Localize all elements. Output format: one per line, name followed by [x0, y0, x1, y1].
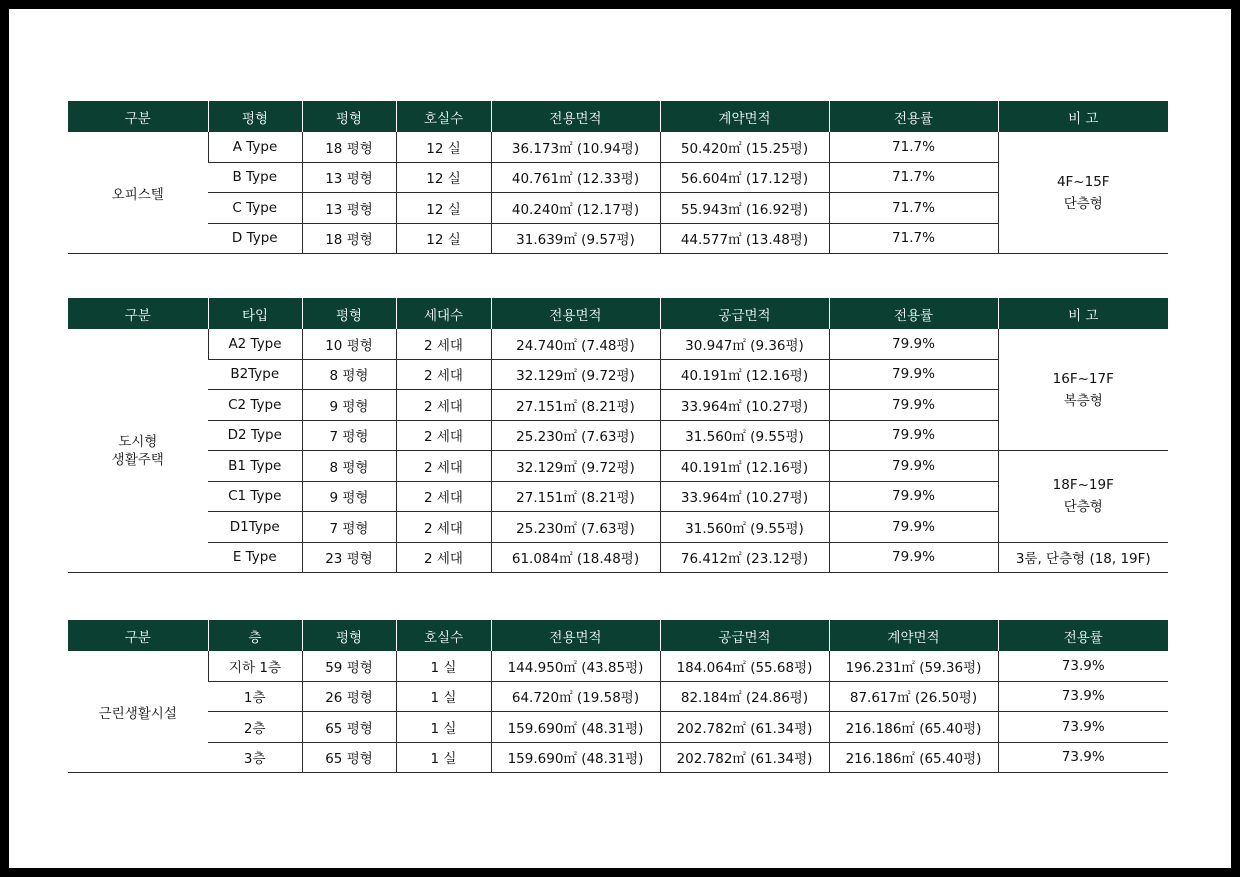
size-cell: 9 평형 [302, 390, 396, 421]
type-cell: D1Type [208, 512, 302, 543]
header-note: 비 고 [998, 298, 1168, 329]
count-cell: 1 실 [396, 681, 491, 712]
type-cell: D2 Type [208, 420, 302, 451]
supply-area-cell: 202.782㎡ (61.34평) [660, 742, 829, 773]
ratio-cell: 71.7% [829, 132, 998, 162]
table-row [68, 132, 1168, 162]
header-unit-count: 호실수 [396, 101, 491, 132]
ratio-cell: 79.9% [829, 420, 998, 451]
exclusive-area-cell: 25.230㎡ (7.63평) [491, 512, 660, 543]
exclusive-area-cell: 159.690㎡ (48.31평) [491, 712, 660, 743]
note-line: 18F~19F [1052, 477, 1114, 494]
header-household-count: 세대수 [396, 298, 491, 329]
exclusive-area-cell: 64.720㎡ (19.58평) [491, 681, 660, 712]
floor-cell: 1층 [208, 681, 302, 712]
header-size: 평형 [302, 298, 396, 329]
contract-area-cell: 56.604㎡ (17.12평) [660, 162, 829, 193]
supply-area-cell: 30.947㎡ (9.36평) [660, 329, 829, 359]
document-page [9, 9, 1231, 868]
count-cell: 1 실 [396, 712, 491, 743]
header-category: 구분 [68, 101, 208, 132]
header-category: 구분 [68, 620, 208, 651]
supply-area-cell: 31.560㎡ (9.55평) [660, 512, 829, 543]
type-cell: B Type [208, 162, 302, 193]
exclusive-area-cell: 159.690㎡ (48.31평) [491, 742, 660, 773]
supply-area-cell: 33.964㎡ (10.27평) [660, 481, 829, 512]
size-cell: 59 평형 [302, 651, 396, 681]
supply-area-cell: 40.191㎡ (12.16평) [660, 451, 829, 482]
header-exclusive-area: 전용면적 [491, 101, 660, 132]
table-header-row [68, 101, 1168, 132]
size-cell: 8 평형 [302, 359, 396, 390]
size-cell: 9 평형 [302, 481, 396, 512]
header-size: 평형 [302, 101, 396, 132]
floor-cell: 3층 [208, 742, 302, 773]
note-cell [998, 132, 1168, 254]
count-cell: 2 세대 [396, 512, 491, 543]
type-cell: E Type [208, 542, 302, 573]
ratio-cell: 79.9% [829, 451, 998, 482]
table-row [68, 742, 1168, 773]
size-cell: 18 평형 [302, 223, 396, 254]
count-cell: 2 세대 [396, 481, 491, 512]
count-cell: 12 실 [396, 193, 491, 224]
contract-area-cell: 44.577㎡ (13.48평) [660, 223, 829, 254]
size-cell: 23 평형 [302, 542, 396, 573]
ratio-cell: 73.9% [998, 681, 1168, 712]
supply-area-cell: 184.064㎡ (55.68평) [660, 651, 829, 681]
exclusive-area-cell: 24.740㎡ (7.48평) [491, 329, 660, 359]
contract-area-cell: 216.186㎡ (65.40평) [829, 742, 998, 773]
ratio-cell: 79.9% [829, 512, 998, 543]
type-cell: A2 Type [208, 329, 302, 359]
exclusive-area-cell: 32.129㎡ (9.72평) [491, 359, 660, 390]
header-contract-area: 계약면적 [660, 101, 829, 132]
exclusive-area-cell: 40.761㎡ (12.33평) [491, 162, 660, 193]
ratio-cell: 73.9% [998, 742, 1168, 773]
header-exclusive-area: 전용면적 [491, 298, 660, 329]
table-row [68, 651, 1168, 681]
supply-area-cell: 33.964㎡ (10.27평) [660, 390, 829, 421]
contract-area-cell: 87.617㎡ (26.50평) [829, 681, 998, 712]
note-cell [998, 329, 1168, 451]
table-header-row [68, 298, 1168, 329]
count-cell: 2 세대 [396, 390, 491, 421]
size-cell: 65 평형 [302, 742, 396, 773]
size-cell: 26 평형 [302, 681, 396, 712]
floor-cell: 2층 [208, 712, 302, 743]
header-exclusive-area: 전용면적 [491, 620, 660, 651]
size-cell: 18 평형 [302, 132, 396, 162]
category-line: 생활주택 [111, 451, 164, 468]
table-row [68, 712, 1168, 743]
header-type: 타입 [208, 298, 302, 329]
supply-area-cell: 76.412㎡ (23.12평) [660, 542, 829, 573]
type-cell: C Type [208, 193, 302, 224]
type-cell: A Type [208, 132, 302, 162]
count-cell: 2 세대 [396, 420, 491, 451]
exclusive-area-cell: 27.151㎡ (8.21평) [491, 481, 660, 512]
category-line: 도시형 [118, 433, 158, 450]
supply-area-cell: 82.184㎡ (24.86평) [660, 681, 829, 712]
type-cell: C1 Type [208, 481, 302, 512]
count-cell: 2 세대 [396, 451, 491, 482]
category-cell: 오피스텔 [68, 132, 208, 254]
ratio-cell: 73.9% [998, 651, 1168, 681]
officetel-table [68, 101, 1168, 254]
size-cell: 10 평형 [302, 329, 396, 359]
size-cell: 7 평형 [302, 512, 396, 543]
ratio-cell: 79.9% [829, 481, 998, 512]
type-cell: C2 Type [208, 390, 302, 421]
ratio-cell: 73.9% [998, 712, 1168, 743]
supply-area-cell: 31.560㎡ (9.55평) [660, 420, 829, 451]
count-cell: 12 실 [396, 162, 491, 193]
header-size: 평형 [302, 620, 396, 651]
table-row [68, 451, 1168, 482]
header-supply-area: 공급면적 [660, 298, 829, 329]
contract-area-cell: 196.231㎡ (59.36평) [829, 651, 998, 681]
count-cell: 2 세대 [396, 329, 491, 359]
header-unit-count: 호실수 [396, 620, 491, 651]
header-ratio: 전용률 [998, 620, 1168, 651]
note-line: 복층형 [1063, 392, 1103, 409]
header-ratio: 전용률 [829, 298, 998, 329]
size-cell: 13 평형 [302, 193, 396, 224]
exclusive-area-cell: 27.151㎡ (8.21평) [491, 390, 660, 421]
exclusive-area-cell: 32.129㎡ (9.72평) [491, 451, 660, 482]
header-category: 구분 [68, 298, 208, 329]
exclusive-area-cell: 25.230㎡ (7.63평) [491, 420, 660, 451]
header-floor: 층 [208, 620, 302, 651]
table-row [68, 542, 1168, 573]
ratio-cell: 79.9% [829, 390, 998, 421]
exclusive-area-cell: 61.084㎡ (18.48평) [491, 542, 660, 573]
category-cell: 근린생활시설 [68, 651, 208, 773]
exclusive-area-cell: 36.173㎡ (10.94평) [491, 132, 660, 162]
ratio-cell: 71.7% [829, 193, 998, 224]
exclusive-area-cell: 144.950㎡ (43.85평) [491, 651, 660, 681]
ratio-cell: 71.7% [829, 162, 998, 193]
type-cell: D Type [208, 223, 302, 254]
exclusive-area-cell: 31.639㎡ (9.57평) [491, 223, 660, 254]
count-cell: 1 실 [396, 651, 491, 681]
table-row [68, 329, 1168, 359]
count-cell: 12 실 [396, 132, 491, 162]
size-cell: 8 평형 [302, 451, 396, 482]
supply-area-cell: 202.782㎡ (61.34평) [660, 712, 829, 743]
note-cell: 3룸, 단층형 (18, 19F) [998, 542, 1168, 573]
type-cell: B2Type [208, 359, 302, 390]
count-cell: 1 실 [396, 742, 491, 773]
contract-area-cell: 55.943㎡ (16.92평) [660, 193, 829, 224]
category-cell [68, 329, 208, 573]
header-type: 평형 [208, 101, 302, 132]
header-ratio: 전용률 [829, 101, 998, 132]
contract-area-cell: 50.420㎡ (15.25평) [660, 132, 829, 162]
type-cell: B1 Type [208, 451, 302, 482]
note-line: 16F~17F [1052, 370, 1114, 387]
note-line: 단층형 [1063, 499, 1103, 516]
count-cell: 2 세대 [396, 542, 491, 573]
table-header-row [68, 620, 1168, 651]
size-cell: 7 평형 [302, 420, 396, 451]
count-cell: 12 실 [396, 223, 491, 254]
floor-cell: 지하 1층 [208, 651, 302, 681]
exclusive-area-cell: 40.240㎡ (12.17평) [491, 193, 660, 224]
note-line: 4F~15F [1056, 173, 1110, 190]
header-note: 비 고 [998, 101, 1168, 132]
ratio-cell: 71.7% [829, 223, 998, 254]
header-supply-area: 공급면적 [660, 620, 829, 651]
note-line: 단층형 [1063, 195, 1103, 212]
contract-area-cell: 216.186㎡ (65.40평) [829, 712, 998, 743]
ratio-cell: 79.9% [829, 329, 998, 359]
urban-housing-table [68, 298, 1168, 573]
count-cell: 2 세대 [396, 359, 491, 390]
note-cell [998, 451, 1168, 543]
size-cell: 65 평형 [302, 712, 396, 743]
ratio-cell: 79.9% [829, 359, 998, 390]
supply-area-cell: 40.191㎡ (12.16평) [660, 359, 829, 390]
header-contract-area: 계약면적 [829, 620, 998, 651]
size-cell: 13 평형 [302, 162, 396, 193]
retail-table [68, 620, 1168, 773]
table-row [68, 681, 1168, 712]
ratio-cell: 79.9% [829, 542, 998, 573]
